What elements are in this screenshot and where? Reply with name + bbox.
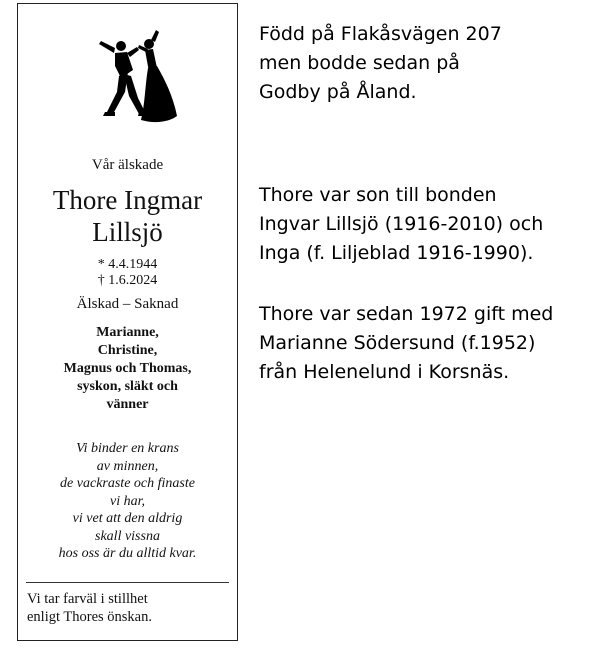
notice-motto: Älskad – Saknad bbox=[76, 296, 179, 312]
notice-intro: Vår älskade bbox=[91, 157, 164, 173]
name-line: Lillsjö bbox=[92, 217, 163, 247]
farewell-line: enligt Thores önskan. bbox=[27, 609, 152, 625]
poem-line: vi har, bbox=[110, 493, 145, 509]
mourners bbox=[18, 324, 237, 414]
note-parents bbox=[259, 181, 616, 268]
note-line: Thore var sedan 1972 gift med bbox=[259, 303, 554, 325]
poem-line: av minnen, bbox=[96, 458, 159, 474]
poem-line: vi vet att den aldrig bbox=[72, 511, 183, 526]
mourner-line: Marianne, bbox=[96, 325, 159, 340]
dancing-couple-icon bbox=[93, 26, 178, 126]
death-notice bbox=[17, 3, 238, 641]
poem-line: Vi binder en krans bbox=[76, 441, 179, 456]
note-line: Inga (f. Liljeblad 1916-1990). bbox=[259, 242, 534, 264]
note-marriage bbox=[259, 300, 616, 387]
memorial-poem bbox=[18, 440, 237, 563]
poem-line: skall vissna bbox=[95, 528, 160, 544]
note-line: från Helenelund i Korsnäs. bbox=[259, 361, 510, 383]
birth-date: * 4.4.1944 bbox=[97, 257, 158, 272]
mourner-line: vänner bbox=[106, 397, 149, 412]
note-line: Godby på Åland. bbox=[259, 81, 417, 103]
mourner-line: syskon, släkt och bbox=[77, 379, 178, 394]
farewell-line: Vi tar farväl i stillhet bbox=[27, 591, 148, 607]
mourner-line: Christine, bbox=[97, 343, 158, 358]
divider bbox=[26, 582, 229, 583]
farewell-text bbox=[27, 590, 228, 626]
life-dates bbox=[18, 257, 237, 289]
name-line: Thore Ingmar bbox=[52, 185, 203, 215]
poem-line: hos oss är du alltid kvar. bbox=[58, 546, 197, 561]
note-line: Ingvar Lillsjö (1916-2010) och bbox=[259, 213, 544, 235]
note-line: men bodde sedan på bbox=[259, 52, 460, 74]
mourner-line: Magnus och Thomas, bbox=[63, 361, 192, 376]
note-line: Född på Flakåsvägen 207 bbox=[259, 23, 502, 45]
death-date: † 1.6.2024 bbox=[97, 273, 158, 288]
note-line: Thore var son till bonden bbox=[259, 184, 497, 206]
deceased-name bbox=[18, 184, 237, 248]
note-birthplace bbox=[259, 20, 616, 107]
poem-line: de vackraste och finaste bbox=[60, 476, 195, 491]
note-line: Marianne Södersund (f.1952) bbox=[259, 332, 536, 354]
